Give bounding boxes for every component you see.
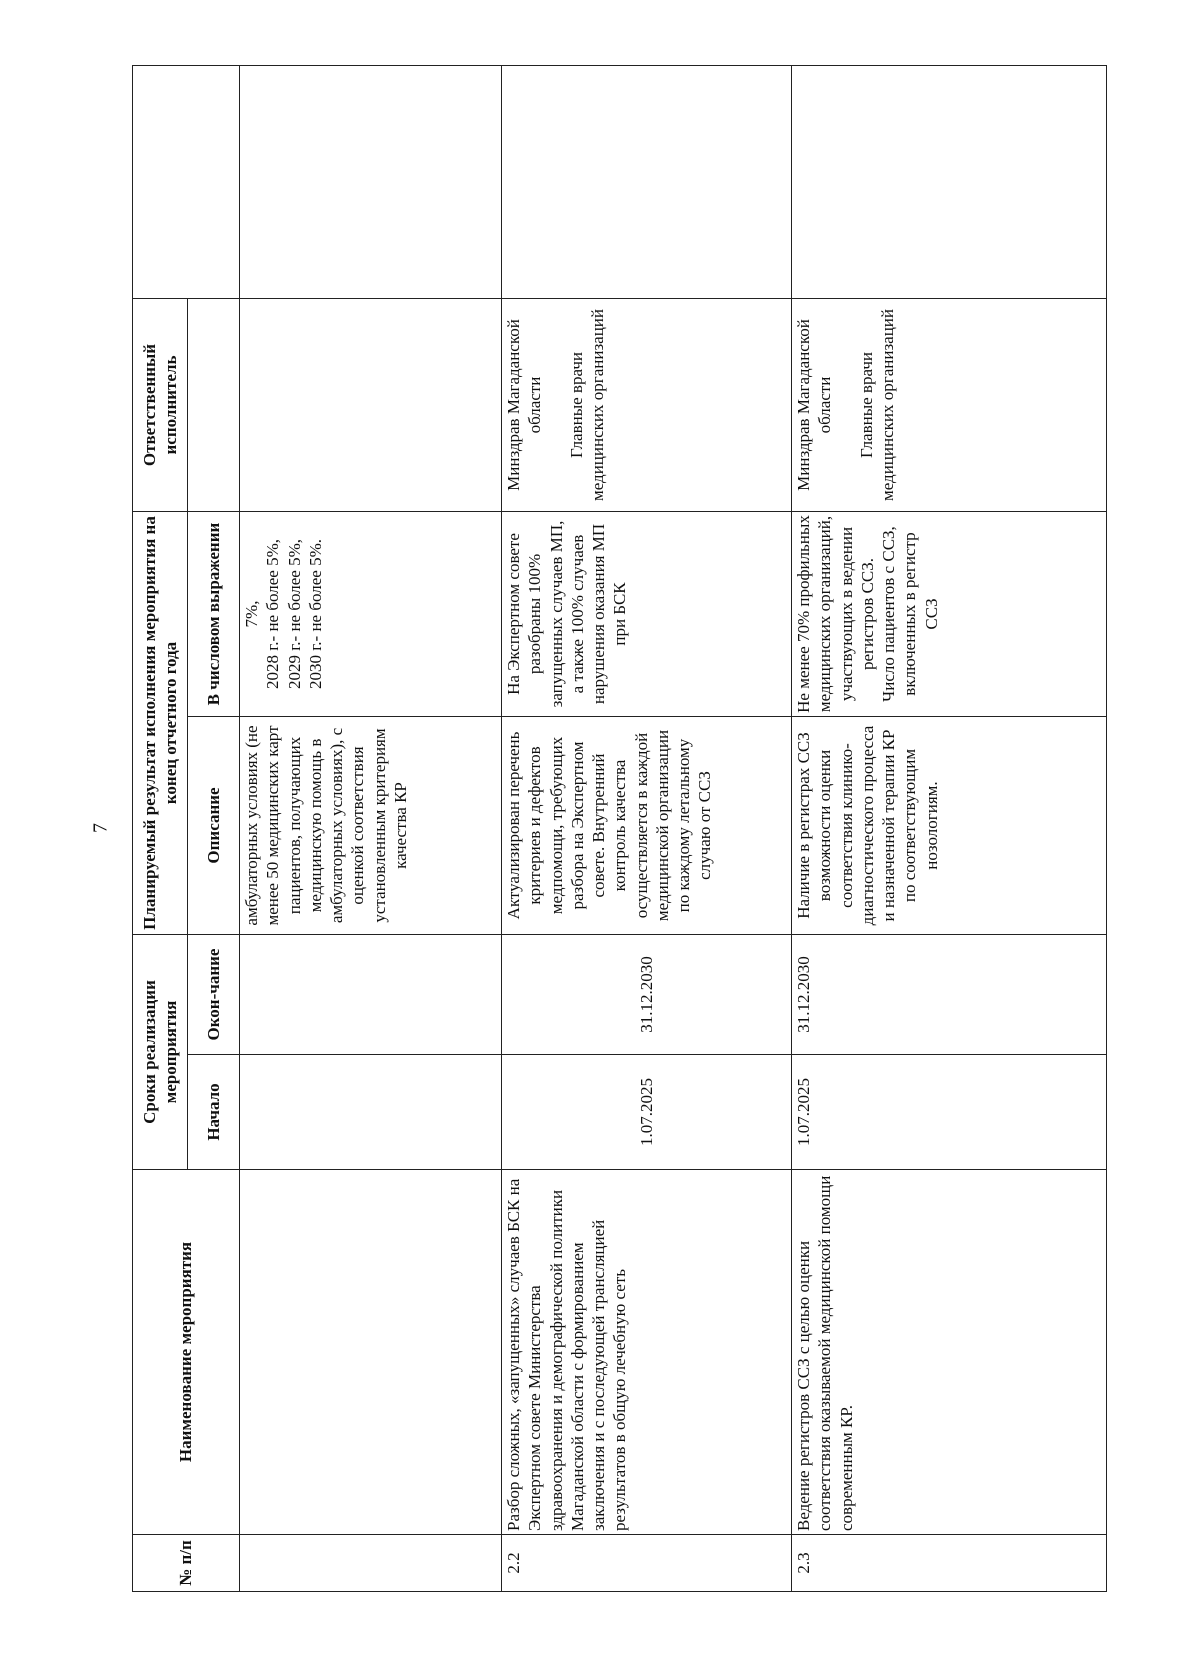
header-start: Начало: [188, 1055, 240, 1170]
header-result: Планируемый результат исполнения мероприятия на конец отчетного года: [133, 512, 188, 935]
header-numeric: В числовом выражении: [188, 512, 240, 717]
row-2-description: Наличие в регистрах ССЗ возможности оценки соответствия клинико-диагностического процесса и назначенной терапии КР по соответствующим нозологиям.: [792, 717, 1107, 935]
spacer: [836, 302, 856, 508]
header-responsible: Ответственный исполнитель: [133, 299, 188, 512]
spacer: [546, 302, 566, 508]
row-0-numeric-line: 2029 г.- не более 5%,: [284, 538, 304, 690]
row-2-numeric-line: Число пациентов с ССЗ, включенных в регистр ССЗ: [879, 526, 941, 702]
row-1-responsible-line: Главные врачи медицинских организаций: [566, 308, 608, 502]
row-2-num: 2.3: [792, 1535, 1107, 1592]
table-row: [792, 66, 1107, 1592]
row-2-numeric-line: Не менее 70% профильных медицинских организаций, участвующих в ведении регистров ССЗ.: [794, 515, 877, 713]
header-responsible-empty: [188, 299, 240, 512]
row-0-numeric: [240, 512, 502, 717]
row-1-numeric: [502, 512, 792, 717]
activities-table: [132, 65, 1107, 1592]
row-1-description: Актуализирован перечень критериев и дефектов медпомощи, требующих разбора на Экспертном совете. Внутренний контроль качества осуществляется в каждой медицинской организации по каждому летальному случаю от ССЗ: [502, 717, 792, 935]
row-0-numeric-line: 2028 г.- не более 5%,: [263, 538, 283, 690]
row-0-numeric-line: 7%,: [242, 600, 261, 628]
row-0-num: [240, 1535, 502, 1592]
row-2-empty: [792, 66, 1107, 299]
table-row: [502, 66, 792, 1592]
row-1-responsible: [502, 299, 792, 512]
header-description: Описание: [188, 717, 240, 935]
row-1-end: 31.12.2030: [502, 935, 792, 1055]
row-1-start: 1.07.2025: [502, 1055, 792, 1170]
header-end: Окон-чание: [188, 935, 240, 1055]
page-number: 7: [89, 823, 112, 833]
row-1-responsible-line: Минздрав Магаданской области: [504, 319, 545, 491]
row-1-empty: [502, 66, 792, 299]
header-dates: Сроки реализации мероприятия: [133, 935, 188, 1170]
row-0-numeric-line: 2030 г.- не более 5%.: [305, 538, 325, 690]
row-0-empty: [240, 66, 502, 299]
header-row-1: [133, 66, 188, 1592]
row-0-description: амбулаторных условиях (не менее 50 медицинских карт пациентов, получающих медицинскую помощь в амбулаторных условиях), с оценкой соответствия установленным критериям качества КР: [240, 717, 502, 935]
row-2-end: 31.12.2030: [792, 935, 1107, 1055]
header-empty: [133, 66, 240, 299]
header-name: Наименование мероприятия: [133, 1170, 240, 1535]
row-2-name: Ведение регистров ССЗ с целью оценки соответствия оказываемой медицинской помощи современным КР.: [792, 1170, 1107, 1535]
row-2-start: 1.07.2025: [792, 1055, 1107, 1170]
table-row: [240, 66, 502, 1592]
rotated-table-wrapper: [132, 66, 1106, 1592]
row-1-numeric-line: На Экспертном совете разобраны 100% запущенных случаев МП, а также 100% случаев нарушения оказания МП при БСК: [504, 520, 630, 708]
row-0-responsible: [240, 299, 502, 512]
row-0-end: [240, 935, 502, 1055]
row-1-num: 2.2: [502, 1535, 792, 1592]
row-2-responsible-line: Главные врачи медицинских организаций: [856, 308, 898, 502]
row-2-responsible-line: Минздрав Магаданской области: [794, 319, 835, 491]
row-0-name: [240, 1170, 502, 1535]
row-2-responsible: [792, 299, 1107, 512]
row-0-start: [240, 1055, 502, 1170]
row-1-name: Разбор сложных, «запущенных» случаев БСК на Экспертном совете Министерства здравоохранения и демографической политики Магаданской области с формированием заключения и с последующей трансляцией результатов в общую лечебную сеть: [502, 1170, 792, 1535]
header-num: № п/п: [133, 1535, 240, 1592]
row-2-numeric: [792, 512, 1107, 717]
